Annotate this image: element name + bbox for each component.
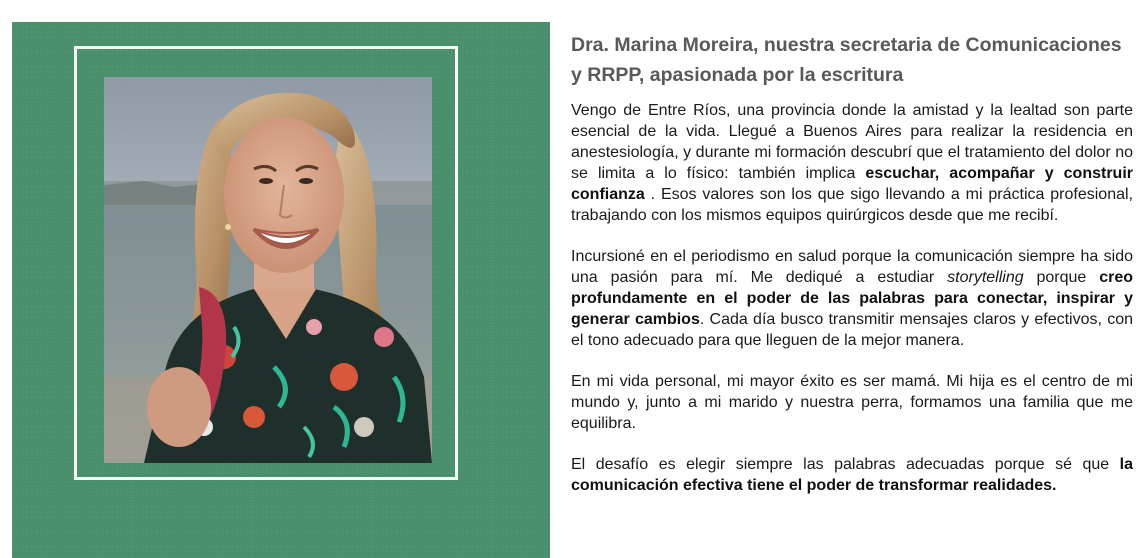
text-run: En mi vida personal, mi mayor éxito es ser mamá. Mi hija es el centro de mi mundo y, junto a mi marido y nuestra perra, formamos una familia que me equilibra. (571, 373, 1133, 432)
italic-run: storytelling (947, 269, 1024, 286)
text-run: . Esos valores son los que sigo llevando a mi práctica profesional, trabajando con los mismos equipos quirúrgicos desde que me recibí. (571, 186, 1133, 224)
text-run: porque (1023, 269, 1100, 286)
emphasis-run: la comunicación efectiva tiene el poder de transformar realidades. (571, 456, 1133, 494)
text-run: Incursioné en el periodismo en salud porque la comunicación siempre ha sido una pasión para mí. Me dediqué a estudiar (571, 248, 1133, 286)
article-headline: Dra. Marina Moreira, nuestra secretaria de Comunicaciones y RRPP, apasionada por la escritura (571, 34, 1122, 86)
text-run: Vengo de Entre Ríos, una provincia donde la amistad y la lealtad son parte esencial de la vida. Llegué a Buenos Aires para realizar la residencia en anestesiología, y durante mi formación descubrí que el tratamiento del dolor no se limita a lo físico: también implica (571, 102, 1133, 182)
paragraph-personal (571, 371, 1133, 434)
article-text (571, 30, 1133, 516)
paragraph-journalism (571, 246, 1133, 351)
text-run: . Cada día busco transmitir mensajes claros y efectivos, con el tono adecuado para que lleguen de la mejor manera. (571, 311, 1133, 349)
paragraph-origin (571, 100, 1133, 226)
paragraph-closing (571, 454, 1133, 496)
portrait-illustration (104, 77, 432, 463)
portrait-photo (104, 77, 432, 463)
emphasis-run: escuchar, acompañar y construir confianza (571, 165, 1133, 203)
emphasis-run: creo profundamente en el poder de las palabras para conectar, inspirar y generar cambios (571, 269, 1134, 328)
text-run: El desafío es elegir siempre las palabras adecuadas porque sé que (571, 456, 1120, 473)
